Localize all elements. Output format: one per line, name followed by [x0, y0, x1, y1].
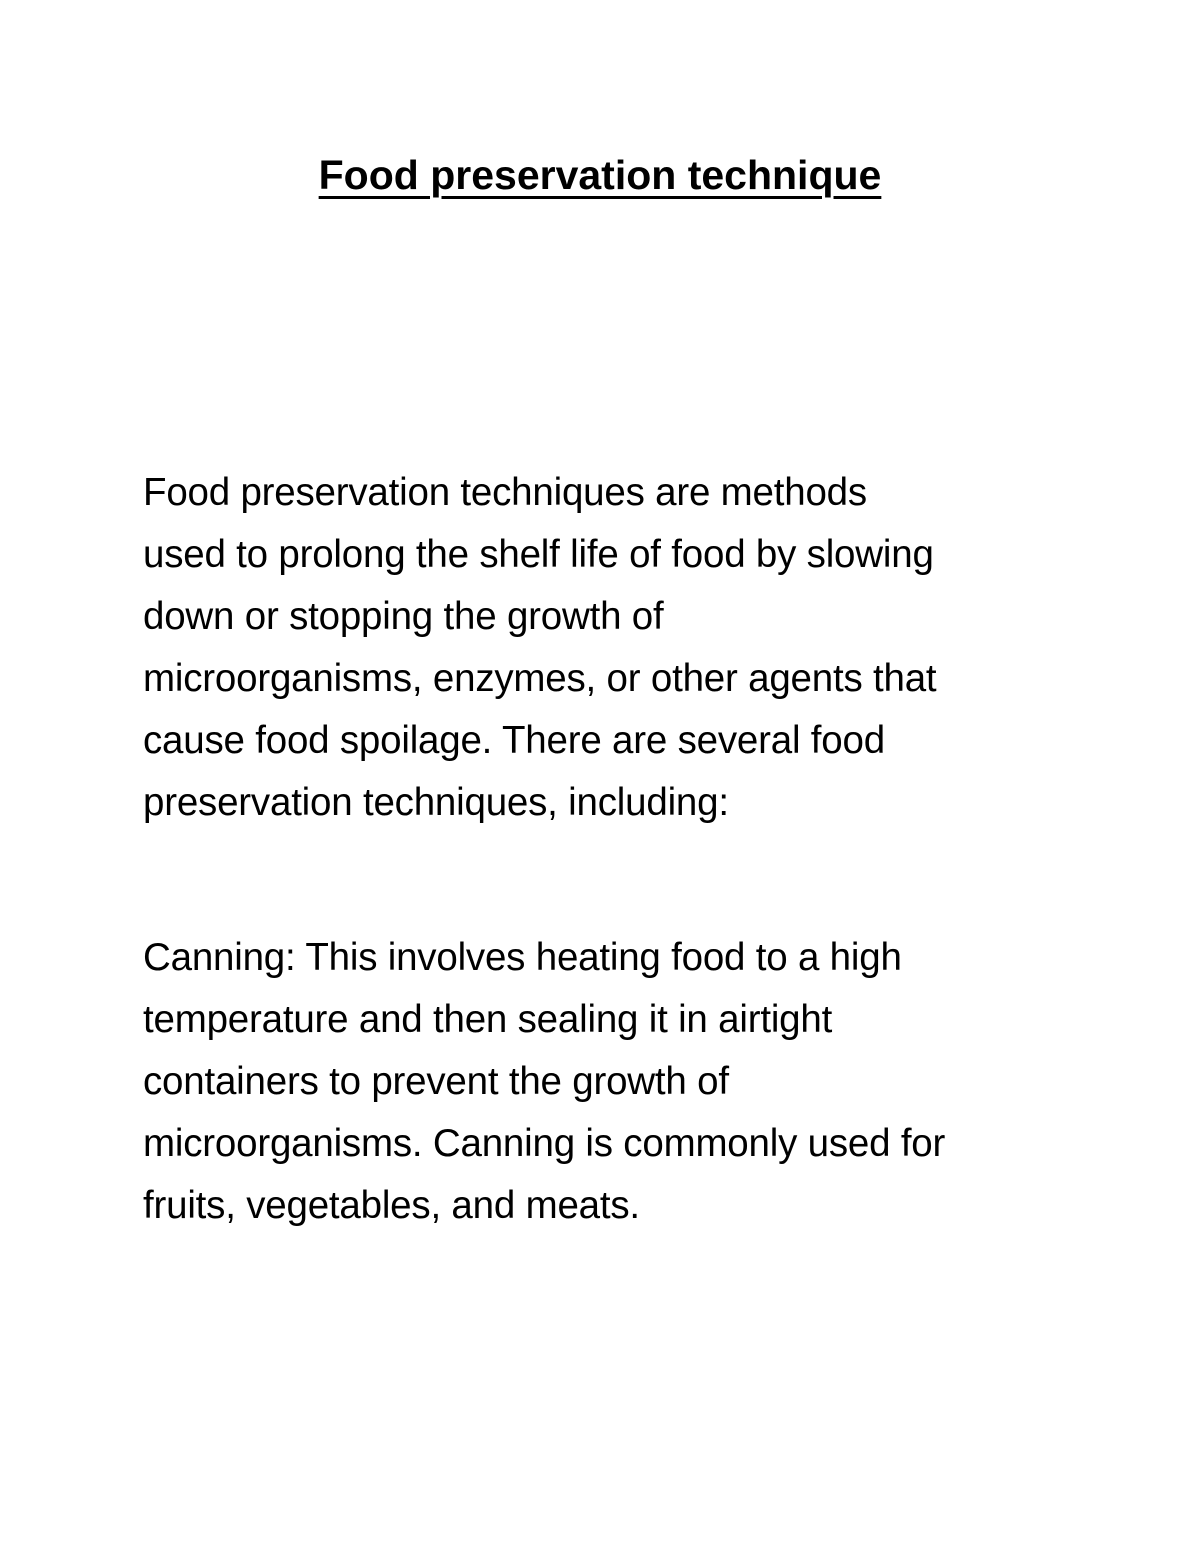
paragraph-line: temperature and then sealing it in airtight — [143, 998, 833, 1041]
paragraph-line: down or stopping the growth of — [143, 595, 664, 638]
paragraph-line: cause food spoilage. There are several food — [143, 719, 885, 762]
paragraph-line: Canning: This involves heating food to a high — [143, 936, 902, 979]
paragraph-line: microorganisms, enzymes, or other agents that — [143, 657, 937, 700]
canning-paragraph — [143, 927, 1073, 1237]
paragraph-line: Food preservation techniques are methods — [143, 471, 867, 514]
paragraph-line: preservation techniques, including: — [143, 781, 729, 824]
intro-paragraph — [143, 462, 1073, 834]
paragraph-line: fruits, vegetables, and meats. — [143, 1184, 640, 1227]
paragraph-line: containers to prevent the growth of — [143, 1060, 729, 1103]
paragraph-line: used to prolong the shelf life of food by slowing — [143, 533, 934, 576]
paragraph-line: microorganisms. Canning is commonly used for — [143, 1122, 946, 1165]
document-title: Food preservation technique — [318, 152, 882, 198]
